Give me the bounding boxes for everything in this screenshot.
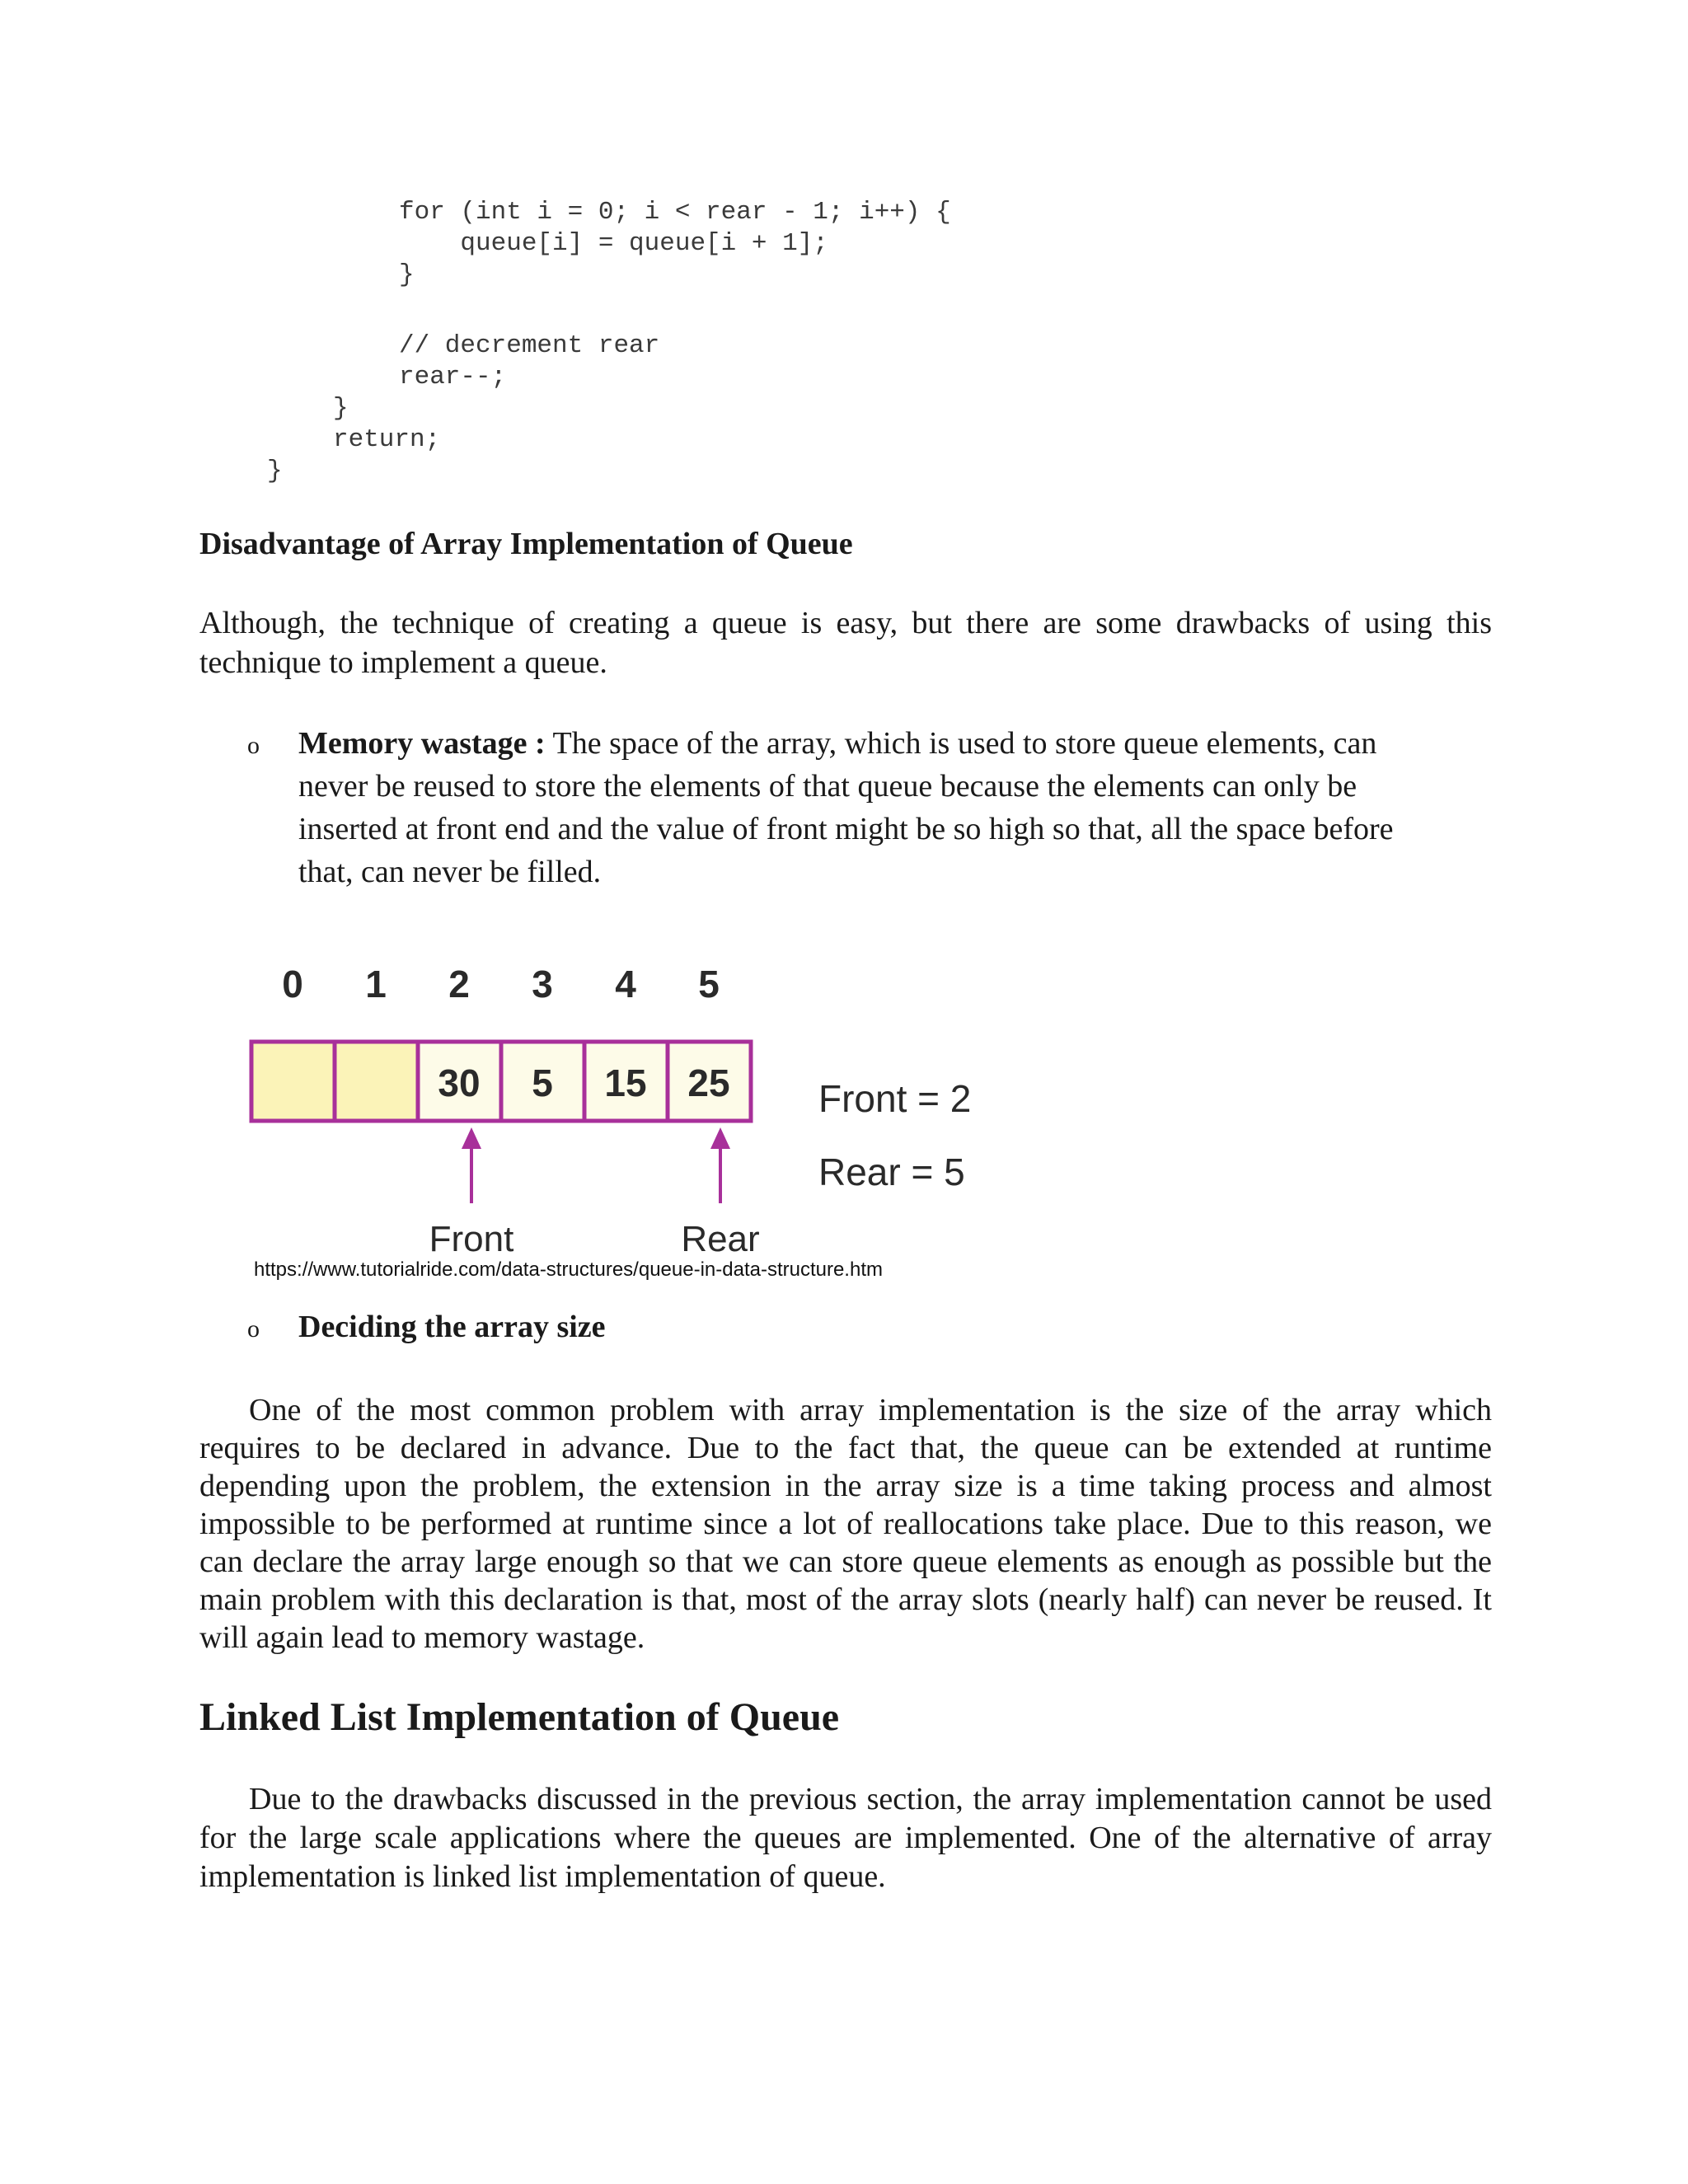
cell-value: 30	[438, 1062, 481, 1104]
index-label: 1	[365, 963, 387, 1005]
index-label: 3	[532, 963, 553, 1005]
cell-value: 5	[532, 1062, 553, 1104]
code-line: }	[267, 457, 283, 485]
code-line: // decrement rear	[399, 331, 660, 360]
figure-source-url: https://www.tutorialride.com/data-structures/queue-in-data-structure.htm	[254, 1258, 883, 1281]
bullet-text: The space of the array, which is used to store queue elements, can never be reused to store the elements of that queue because the elements can only be inserted at front end and the value of front might be so high so that, all the space before that, can never be filled.	[298, 726, 1394, 889]
rear-pointer-label: Rear	[681, 1219, 760, 1259]
code-line: queue[i] = queue[i + 1];	[399, 229, 828, 258]
section-heading: Linked List Implementation of Queue	[199, 1695, 840, 1739]
code-line: rear--;	[399, 363, 507, 391]
rear-arrow-head	[710, 1127, 730, 1149]
intro-paragraph: Although, the technique of creating a queue is easy, but there are some drawbacks of using this technique to implement a queue.	[199, 606, 1492, 680]
index-label: 0	[282, 963, 303, 1005]
bullet-marker: o	[247, 1315, 260, 1343]
rear-value: Rear = 5	[818, 1151, 965, 1193]
bullet-title: Deciding the array size	[298, 1310, 606, 1344]
linked-list-paragraph: Due to the drawbacks discussed in the previous section, the array implementation cannot be used for the large scale applications where the queues are implemented. One of the alternative of array implementation is linked list implementation of queue.	[199, 1782, 1492, 1894]
code-line: }	[399, 260, 415, 289]
bullet-memory-wastage	[298, 722, 1454, 893]
front-pointer-label: Front	[429, 1219, 514, 1259]
section-heading: Disadvantage of Array Implementation of Queue	[199, 527, 853, 561]
front-value: Front = 2	[818, 1077, 972, 1120]
index-label: 5	[698, 963, 720, 1005]
cell-value: 25	[687, 1062, 730, 1104]
code-line: for (int i = 0; i < rear - 1; i++) {	[399, 198, 951, 227]
bullet-title: Memory wastage :	[298, 726, 546, 761]
code-line: }	[333, 394, 349, 423]
index-label: 2	[448, 963, 470, 1005]
array-cell	[251, 1042, 335, 1121]
cell-value: 15	[604, 1062, 647, 1104]
queue-array-figure	[239, 940, 1022, 1261]
index-label: 4	[615, 963, 636, 1005]
code-line: return;	[333, 425, 441, 454]
array-size-paragraph: One of the most common problem with array implementation is the size of the array which requires to be declared in advance. Due to the fact that, the queue can be extended at runtime depending upon the problem, the extension in the array size is a time taking process and almost impossible to be performed at runtime since a lot of reallocations take place. Due to this reason, we can declare the array large enough so that we can store queue elements as enough as possible but the main problem with this declaration is that, most of the array slots (nearly half) can never be reused. It will again lead to memory wastage.	[199, 1393, 1492, 1655]
bullet-marker: o	[247, 732, 260, 759]
bullet-array-size	[298, 1305, 1454, 1348]
array-cell	[335, 1042, 418, 1121]
front-arrow-head	[462, 1127, 481, 1149]
